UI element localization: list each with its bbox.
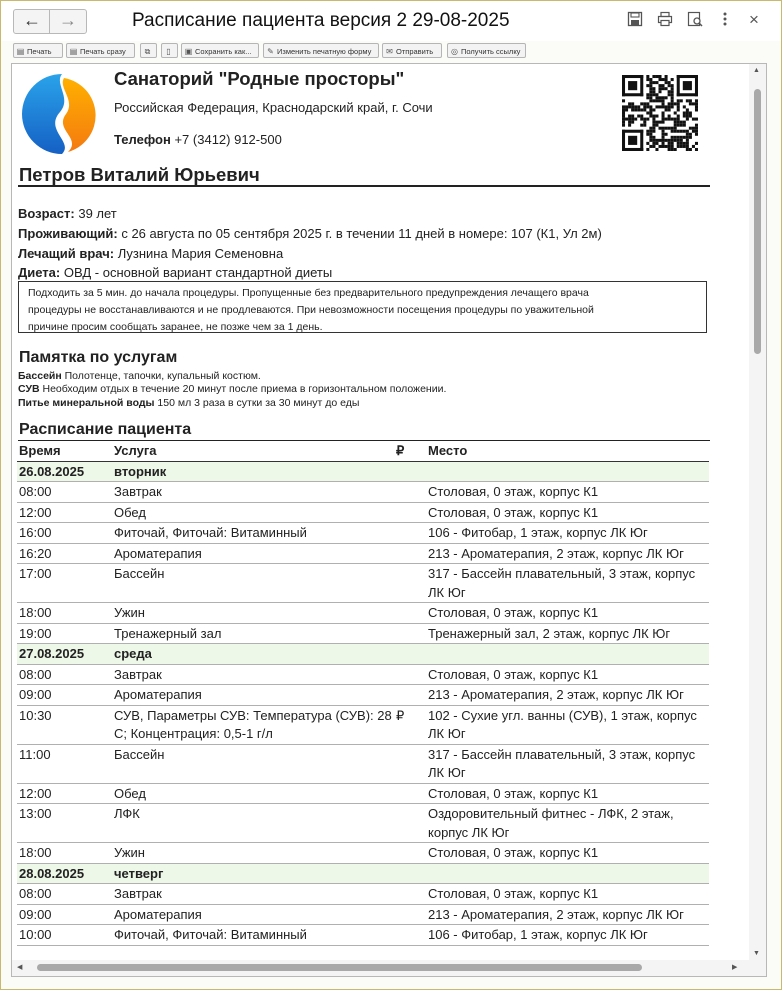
schedule-row: [17, 843, 709, 864]
scroll-right-icon[interactable]: ▶: [732, 964, 738, 971]
schedule-row: [17, 623, 709, 644]
row-service: Фиточай, Фиточай: Витаминный: [112, 523, 394, 544]
toolbar: [1, 41, 781, 61]
column-header-price: ₽: [394, 441, 426, 461]
day-date: 26.08.2025: [17, 461, 112, 482]
organization-phone: [114, 132, 282, 147]
print-button[interactable]: [13, 43, 63, 58]
save-icon: ▣: [184, 47, 193, 56]
row-time: 13:00: [17, 804, 112, 843]
row-time: 08:00: [17, 482, 112, 503]
memo-item-text: Полотенце, тапочки, купальный костюм.: [64, 370, 261, 382]
row-time: 09:00: [17, 904, 112, 925]
row-price: [394, 884, 426, 905]
save-as-button-label: Сохранить как...: [195, 47, 252, 56]
memo-item-name: Бассейн: [18, 370, 62, 382]
patient-name: Петров Виталий Юрьевич: [19, 164, 260, 185]
patient-age: [18, 206, 117, 221]
print-button-label: Печать: [27, 47, 52, 56]
patient-diet: [18, 265, 332, 280]
row-service: СУВ, Параметры СУВ: Температура (СУВ): 28 С; Концентрация: 0,5-1 г/л: [112, 705, 394, 744]
doctor-label: Лечащий врач:: [18, 246, 115, 261]
age-label: Возраст:: [18, 206, 75, 221]
save-as-button[interactable]: [181, 43, 259, 58]
row-place: Столовая, 0 этаж, корпус К1: [426, 843, 709, 864]
schedule-row: [17, 685, 709, 706]
scroll-left-icon[interactable]: ◀: [17, 964, 23, 971]
row-service: Тренажерный зал: [112, 623, 394, 644]
stay-label: Проживающий:: [18, 226, 118, 241]
preview-icon[interactable]: [686, 11, 704, 29]
schedule-row: [17, 603, 709, 624]
arrow-left-icon: ←: [23, 10, 41, 30]
row-time: 12:00: [17, 783, 112, 804]
schedule-row: [17, 664, 709, 685]
phone-label: Телефон: [114, 132, 171, 147]
column-header-place: Место: [426, 441, 709, 461]
patient-stay: [18, 226, 602, 241]
day-weekday: вторник: [112, 461, 709, 482]
window-title: Расписание пациента версия 2 29-08-2025: [132, 10, 510, 31]
send-button-label: Отправить: [396, 47, 434, 56]
vertical-scrollbar[interactable]: [749, 64, 766, 960]
link-icon: ◎: [451, 47, 458, 56]
row-place: Столовая, 0 этаж, корпус К1: [426, 502, 709, 523]
memo-item: [18, 397, 359, 409]
printer-icon: ▤: [16, 47, 25, 56]
row-price: [394, 685, 426, 706]
age-value: 39 лет: [78, 206, 117, 221]
schedule-day-row: [17, 461, 709, 482]
row-place: 213 - Ароматерапия, 2 этаж, корпус ЛК Юг: [426, 904, 709, 925]
vertical-scroll-thumb[interactable]: [754, 89, 761, 354]
row-place: Столовая, 0 этаж, корпус К1: [426, 884, 709, 905]
schedule-header-row: [17, 441, 709, 461]
row-place: 106 - Фитобар, 1 этаж, корпус ЛК Юг: [426, 925, 709, 946]
row-price: [394, 744, 426, 783]
horizontal-scroll-thumb[interactable]: [37, 964, 642, 971]
row-service: Обед: [112, 783, 394, 804]
memo-item: [18, 370, 261, 382]
divider: [18, 185, 710, 187]
row-place: 317 - Бассейн плавательный, 3 этаж, корпус ЛК Юг: [426, 744, 709, 783]
qr-code: [622, 75, 698, 151]
row-service: Бассейн: [112, 744, 394, 783]
row-place: 213 - Ароматерапия, 2 этаж, корпус ЛК Юг: [426, 543, 709, 564]
row-place: Оздоровительный фитнес - ЛФК, 2 этаж, корпус ЛК Юг: [426, 804, 709, 843]
schedule-row: [17, 564, 709, 603]
scroll-down-icon[interactable]: ▼: [753, 950, 760, 957]
save-icon[interactable]: [626, 11, 644, 29]
row-time: 16:20: [17, 543, 112, 564]
diet-value: ОВД - основной вариант стандартной диеты: [63, 265, 333, 280]
sanatorium-logo: [20, 72, 104, 156]
row-price: [394, 804, 426, 843]
page-icon: ▯: [166, 47, 171, 56]
schedule-row: [17, 705, 709, 744]
row-service: Завтрак: [112, 482, 394, 503]
row-price: [394, 523, 426, 544]
phone-value: +7 (3412) 912-500: [174, 132, 282, 147]
row-price: [394, 783, 426, 804]
row-place: 317 - Бассейн плавательный, 3 этаж, корпус ЛК Юг: [426, 564, 709, 603]
more-icon[interactable]: [716, 11, 734, 29]
stay-value: с 26 августа по 05 сентября 2025 г. в течении 11 дней в номере: 107 (К1, Ул 2м): [121, 226, 602, 241]
note-line: Подходить за 5 мин. до начала процедуры. Пропущенные без предварительного предупреждения лечащего врача: [28, 287, 589, 299]
row-place: Столовая, 0 этаж, корпус К1: [426, 482, 709, 503]
row-place: 102 - Сухие угл. ванны (СУВ), 1 этаж, корпус ЛК Юг: [426, 705, 709, 744]
column-header-service: Услуга: [112, 441, 394, 461]
schedule-day-row: [17, 644, 709, 665]
edit-icon: ✎: [267, 47, 274, 56]
schedule-row: [17, 523, 709, 544]
send-button[interactable]: [382, 43, 442, 58]
close-icon[interactable]: ×: [749, 10, 759, 29]
row-price: [394, 925, 426, 946]
memo-item-name: Питье минеральной воды: [18, 397, 155, 409]
row-time: 18:00: [17, 843, 112, 864]
row-price: ₽: [394, 705, 426, 744]
horizontal-scrollbar[interactable]: [12, 960, 766, 976]
row-time: 19:00: [17, 623, 112, 644]
back-button[interactable]: [13, 9, 51, 34]
schedule-row: [17, 543, 709, 564]
page-setup-button[interactable]: [161, 43, 178, 58]
memo-item-name: СУВ: [18, 383, 40, 395]
row-service: Ароматерапия: [112, 685, 394, 706]
arrow-right-icon: →: [59, 10, 77, 30]
diet-label: Диета:: [18, 265, 61, 280]
attendance-note: [18, 281, 707, 333]
row-time: 08:00: [17, 884, 112, 905]
memo-item: [18, 383, 446, 395]
row-service: Завтрак: [112, 664, 394, 685]
print-now-button[interactable]: [66, 43, 135, 58]
copies-button[interactable]: [140, 43, 157, 58]
doctor-value: Лузнина Мария Семеновна: [117, 246, 284, 261]
row-time: 12:00: [17, 502, 112, 523]
schedule-row: [17, 925, 709, 946]
row-service: Завтрак: [112, 884, 394, 905]
row-time: 09:00: [17, 685, 112, 706]
schedule-row: [17, 804, 709, 843]
row-time: 16:00: [17, 523, 112, 544]
organization-name: Санаторий "Родные просторы": [114, 68, 405, 89]
note-line: процедуры не восстанавливаются и не продлеваются. При невозможности посещения процедуры по уважительной: [28, 304, 594, 316]
row-service: Ужин: [112, 843, 394, 864]
row-service: Ужин: [112, 603, 394, 624]
row-price: [394, 482, 426, 503]
row-place: Столовая, 0 этаж, корпус К1: [426, 603, 709, 624]
schedule-title: Расписание пациента: [19, 421, 192, 438]
row-price: [394, 543, 426, 564]
edit-form-button-label: Изменить печатную форму: [277, 47, 372, 56]
column-header-time: Время: [17, 441, 112, 461]
memo-item-text: Необходим отдых в течение 20 минут после приема в горизонтальном положении.: [42, 383, 447, 395]
note-line: причине просим сообщать заранее, не позже чем за 1 день.: [28, 321, 323, 333]
row-service: Бассейн: [112, 564, 394, 603]
row-price: [394, 843, 426, 864]
edit-form-button[interactable]: [263, 43, 379, 58]
row-time: 08:00: [17, 664, 112, 685]
document: [12, 64, 748, 960]
row-place: Столовая, 0 этаж, корпус К1: [426, 783, 709, 804]
schedule-row: [17, 482, 709, 503]
row-time: 17:00: [17, 564, 112, 603]
copies-icon: ⧉: [144, 47, 151, 56]
row-time: 10:00: [17, 925, 112, 946]
day-weekday: среда: [112, 644, 709, 665]
row-price: [394, 564, 426, 603]
row-place: Столовая, 0 этаж, корпус К1: [426, 664, 709, 685]
schedule-row: [17, 502, 709, 523]
title-bar: [1, 1, 781, 41]
printer-icon: ▤: [69, 47, 78, 56]
schedule-day-row: [17, 863, 709, 884]
day-weekday: четверг: [112, 863, 709, 884]
day-date: 28.08.2025: [17, 863, 112, 884]
row-price: [394, 664, 426, 685]
row-place: 213 - Ароматерапия, 2 этаж, корпус ЛК Юг: [426, 685, 709, 706]
row-price: [394, 904, 426, 925]
send-icon: ✉: [386, 47, 393, 56]
row-price: [394, 502, 426, 523]
row-service: Фиточай, Фиточай: Витаминный: [112, 925, 394, 946]
row-place: 106 - Фитобар, 1 этаж, корпус ЛК Юг: [426, 523, 709, 544]
print-icon[interactable]: [656, 11, 674, 29]
row-place: Тренажерный зал, 2 этаж, корпус ЛК Юг: [426, 623, 709, 644]
row-price: [394, 623, 426, 644]
scroll-up-icon[interactable]: ▲: [753, 67, 760, 74]
schedule-table: [17, 441, 709, 946]
get-link-button[interactable]: [447, 43, 526, 58]
row-service: Ароматерапия: [112, 543, 394, 564]
forward-button[interactable]: [49, 9, 87, 34]
row-time: 11:00: [17, 744, 112, 783]
memo-title: Памятка по услугам: [19, 349, 178, 366]
row-service: Ароматерапия: [112, 904, 394, 925]
schedule-row: [17, 884, 709, 905]
print-now-button-label: Печать сразу: [80, 47, 126, 56]
document-frame: [11, 63, 767, 977]
organization-address: Российская Федерация, Краснодарский край, г. Сочи: [114, 100, 433, 115]
row-time: 10:30: [17, 705, 112, 744]
schedule-row: [17, 783, 709, 804]
patient-doctor: [18, 246, 283, 261]
day-date: 27.08.2025: [17, 644, 112, 665]
row-service: Обед: [112, 502, 394, 523]
row-price: [394, 603, 426, 624]
schedule-row: [17, 904, 709, 925]
memo-item-text: 150 мл 3 раза в сутки за 30 минут до еды: [157, 397, 360, 409]
row-time: 18:00: [17, 603, 112, 624]
get-link-button-label: Получить ссылку: [461, 47, 521, 56]
row-service: ЛФК: [112, 804, 394, 843]
schedule-row: [17, 744, 709, 783]
